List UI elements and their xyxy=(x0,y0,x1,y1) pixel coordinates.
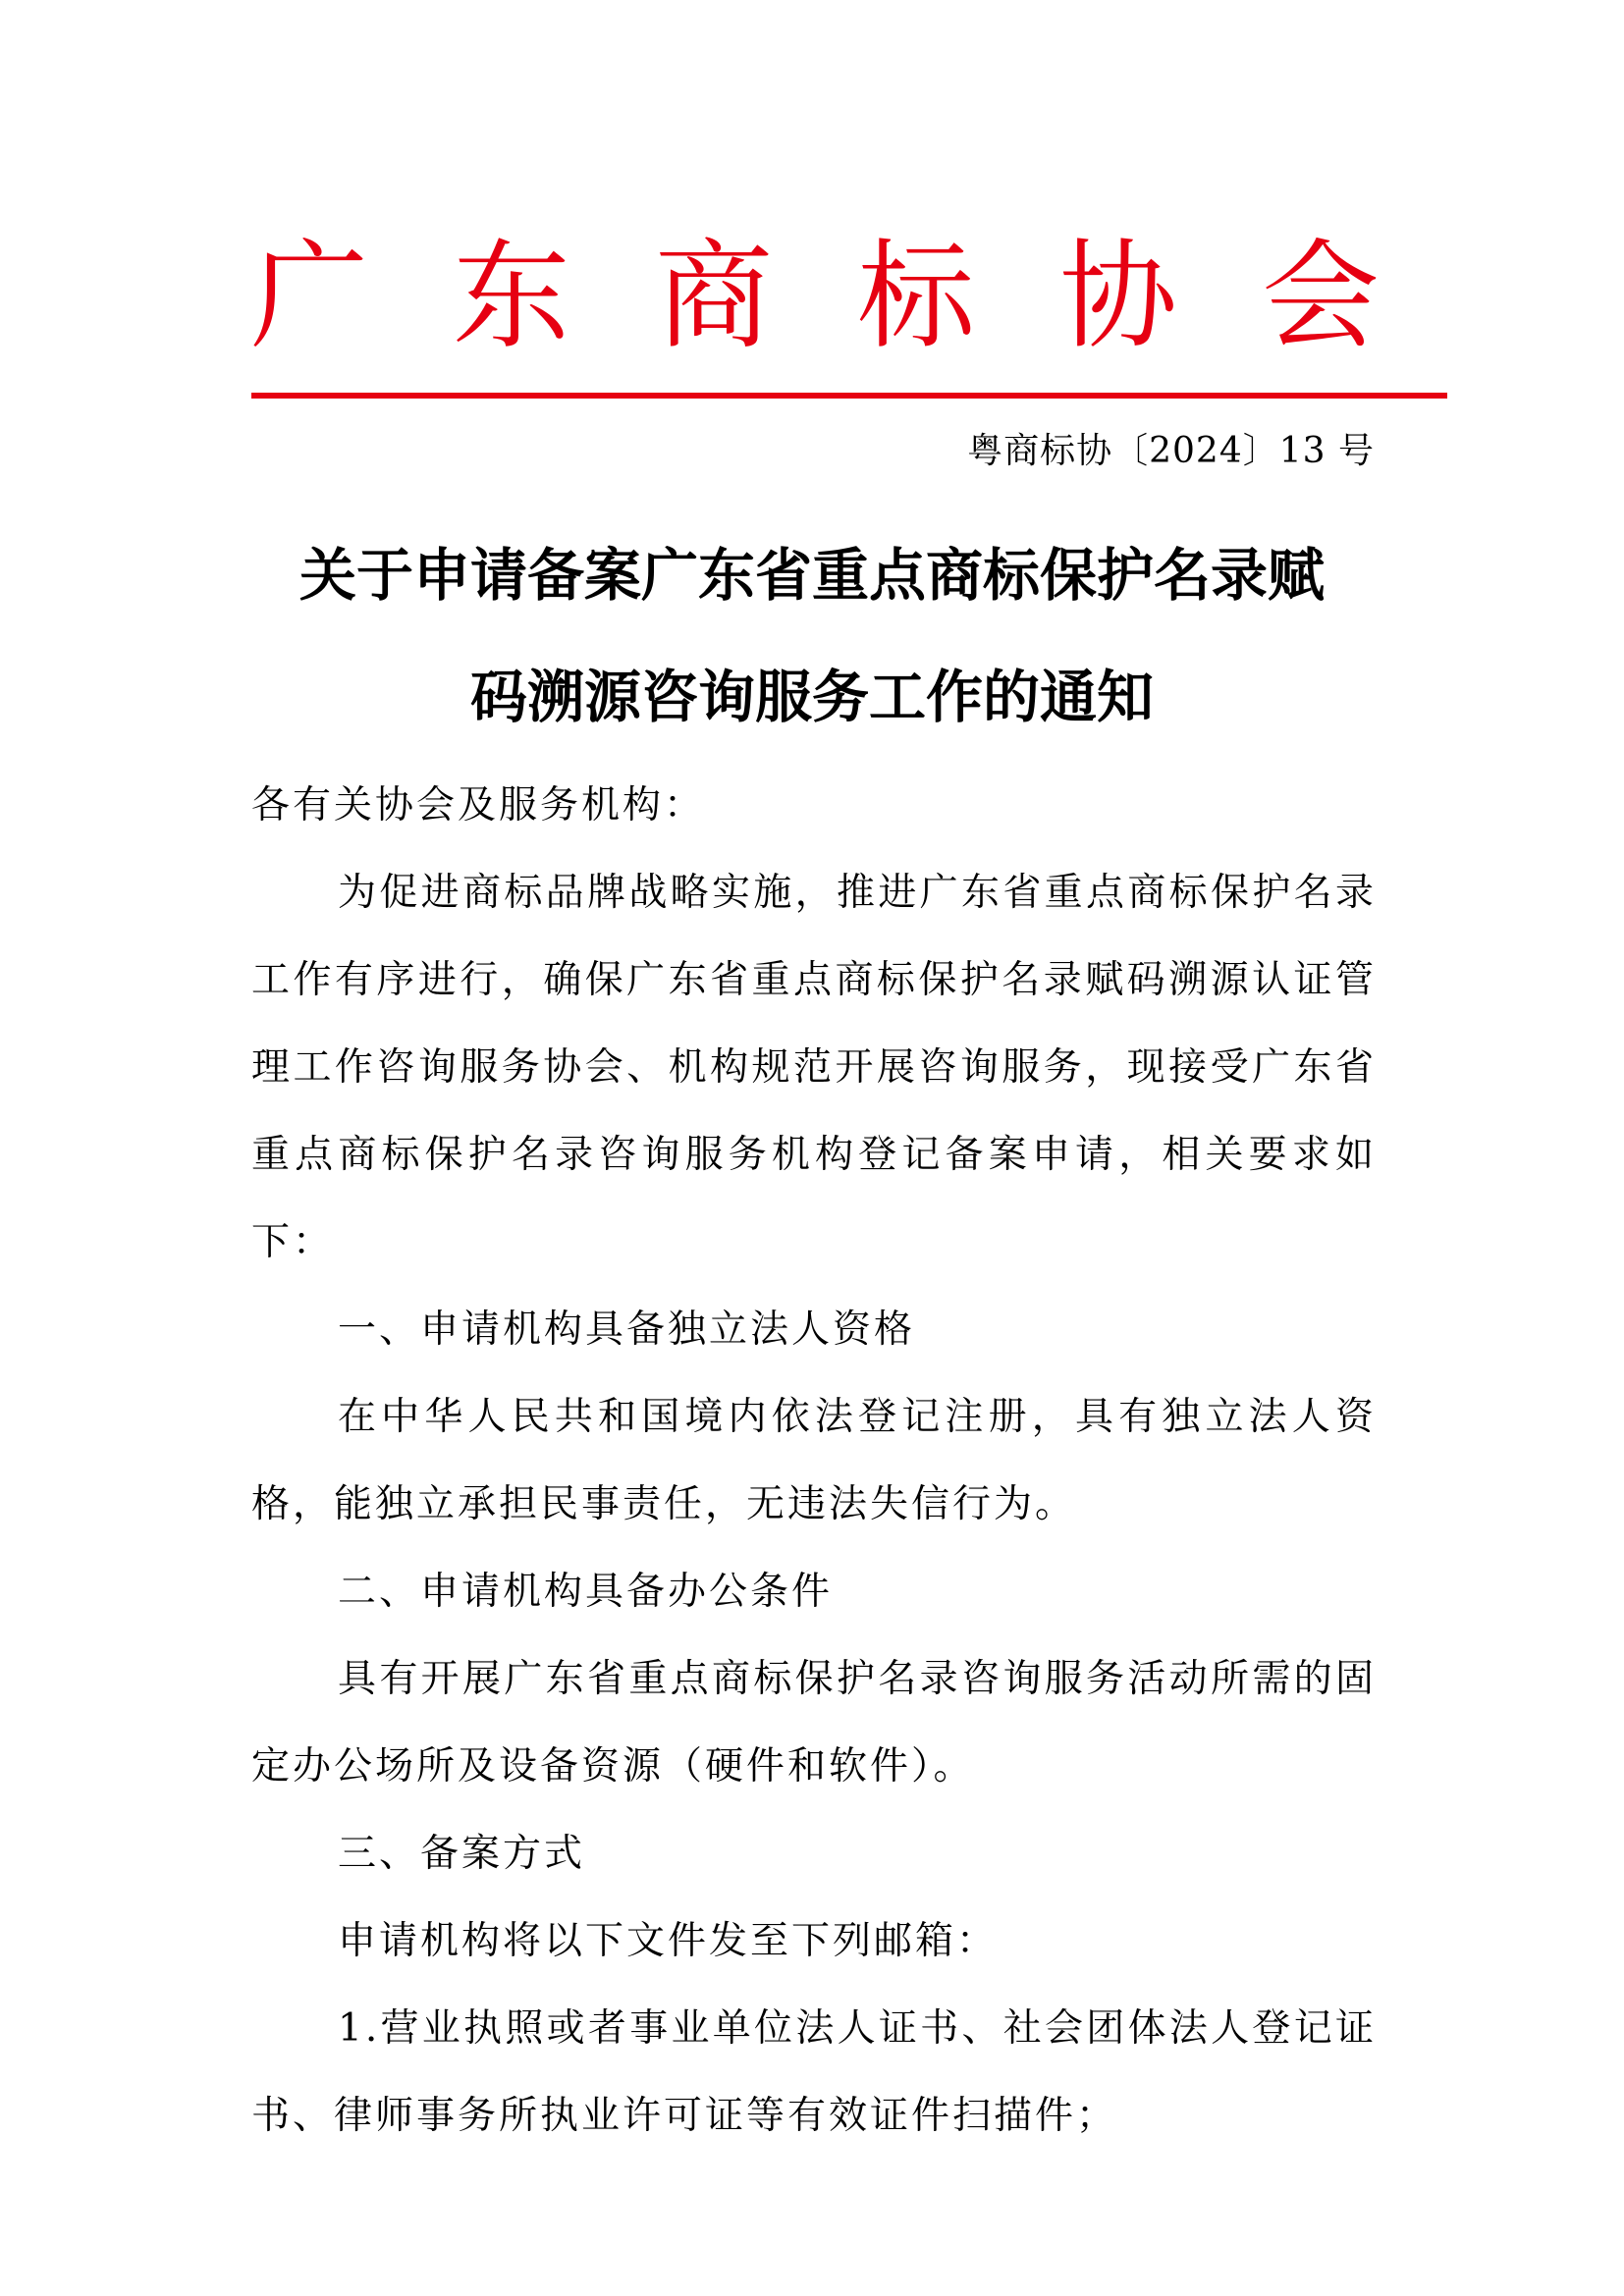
section-heading-3: 三、备案方式 xyxy=(338,1832,586,1876)
document-number: 粤商标协〔2024〕13 号 xyxy=(967,431,1375,471)
section-paragraph-1: 在中华人民共和国境内依法登记注册，具有独立法人资格，能独立承担民事责任，无违法失信行为。 xyxy=(251,1395,1377,1526)
document-title xyxy=(251,514,1373,758)
section-paragraph-3: 申请机构将以下文件发至下列邮箱： xyxy=(338,1919,999,1963)
header-divider xyxy=(251,393,1447,399)
document-body xyxy=(251,762,1377,2160)
title-line-2: 码溯源咨询服务工作的通知 xyxy=(469,664,1154,730)
organization-header xyxy=(250,224,1380,371)
section-paragraph-2: 具有开展广东省重点商标保护名录咨询服务活动所需的固定办公场所及设备资源（硬件和软件）。 xyxy=(251,1657,1377,1789)
header-char: 广 xyxy=(250,229,368,365)
header-char: 协 xyxy=(1059,229,1177,365)
header-char: 东 xyxy=(453,229,570,365)
intro-paragraph: 为促进商标品牌战略实施，推进广东省重点商标保护名录工作有序进行，确保广东省重点商标保护名录赋码溯源认证管理工作咨询服务协会、机构规范开展咨询服务，现接受广东省重点商标保护名录咨询服务机构登记备案申请，相关要求如下： xyxy=(251,871,1377,1264)
header-char: 商 xyxy=(655,229,773,365)
section-heading-2: 二、申请机构具备办公条件 xyxy=(338,1570,834,1614)
salutation: 各有关协会及服务机构： xyxy=(251,783,706,828)
header-char: 会 xyxy=(1262,229,1380,365)
section-heading-1: 一、申请机构具备独立法人资格 xyxy=(338,1308,916,1352)
list-item-1: 1.营业执照或者事业单位法人证书、社会团体法人登记证书、律师事务所执业许可证等有效证件扫描件； xyxy=(251,2006,1377,2138)
title-line-1: 关于申请备案广东省重点商标保护名录赋 xyxy=(298,542,1325,609)
header-char: 标 xyxy=(857,229,975,365)
